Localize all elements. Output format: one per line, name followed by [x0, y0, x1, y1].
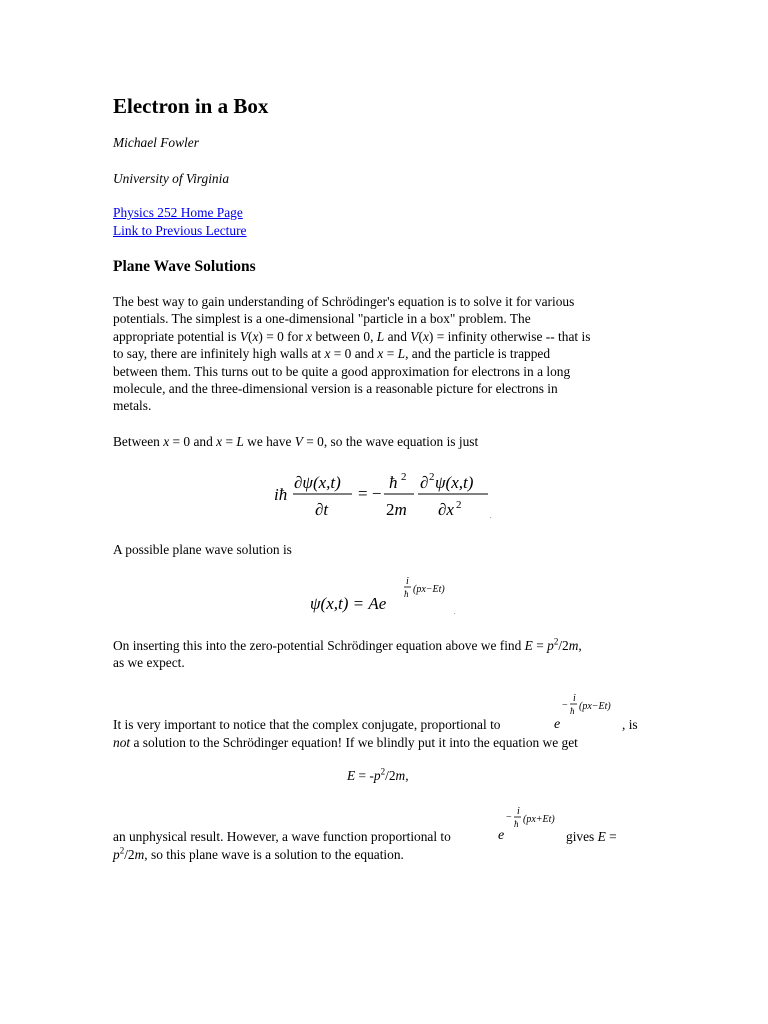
svg-text:2: 2 [456, 499, 462, 511]
svg-text:(px−Et): (px−Et) [413, 584, 445, 595]
svg-text:ħ: ħ [389, 473, 398, 492]
paragraph-plane-wave: A possible plane wave solution is [113, 542, 292, 557]
svg-text:(px+Et): (px+Et) [523, 814, 555, 825]
schrodinger-equation [272, 466, 497, 524]
svg-text:−: − [506, 812, 512, 823]
svg-text:(px−Et): (px−Et) [579, 701, 611, 712]
svg-text:2: 2 [401, 471, 407, 483]
svg-text:ħ: ħ [570, 706, 575, 716]
svg-text:i: i [406, 576, 409, 587]
svg-text:i: i [573, 693, 576, 704]
svg-text:∂t: ∂t [315, 500, 329, 519]
svg-text:ħ: ħ [514, 819, 519, 829]
section-heading: Plane Wave Solutions [113, 258, 256, 275]
paragraph-complex-conjugate: It is very important to notice that the complex conjugate, proportional to [113, 717, 501, 732]
svg-text:−: − [562, 700, 568, 711]
page-title: Electron in a Box [113, 94, 269, 118]
svg-text:e: e [498, 828, 505, 843]
affiliation: University of Virginia [113, 171, 230, 186]
home-page-link[interactable]: Physics 252 Home Page [113, 205, 243, 220]
paragraph-energy-result: On inserting this into the zero-potential Schrödinger equation above we find $E = p^2/2m$, as we expect. [113, 636, 582, 671]
svg-text:.: . [490, 514, 492, 520]
svg-text:.: . [454, 610, 456, 616]
paragraph-intro: The best way to gain understanding of Schrödinger's equation is to solve it for various potentials. The simplest is a one-dimensional "particle in a box" problem. The appropriate potential is V(x) = 0 for x between 0, L and V(x) = infinity otherwise -- that is to say, there are infinitely high walls at x = 0 and x = L, and the particle is trapped between them. This turns out to be quite a good approximation for electrons in a long molecule, and the three-dimensional version is a reasonable picture for electrons in metals. [113, 294, 591, 414]
conjugate-exponential [552, 692, 622, 734]
svg-text:∂x: ∂x [438, 500, 454, 519]
negative-energy-equation: $E = -p^2/2m$, [347, 766, 409, 783]
paragraph-wave-equation: Between x = 0 and x = L we have V = 0, so the wave equation is just [113, 434, 479, 449]
svg-text:∂: ∂ [420, 473, 429, 492]
svg-text:i: i [517, 806, 520, 817]
svg-text:ħ: ħ [404, 589, 409, 599]
svg-text:2m: 2m [386, 500, 407, 519]
svg-text:e: e [554, 717, 561, 732]
svg-text:iħ: iħ [274, 485, 288, 504]
svg-text:= −: = − [358, 484, 382, 503]
svg-text:2: 2 [429, 471, 435, 483]
svg-text:ψ(x,t): ψ(x,t) [435, 473, 474, 492]
svg-text:∂ψ(x,t): ∂ψ(x,t) [294, 473, 341, 492]
previous-lecture-link[interactable]: Link to Previous Lecture [113, 223, 247, 238]
author: Michael Fowler [113, 135, 199, 150]
paragraph-unphysical: an unphysical result. However, a wave function proportional to [113, 829, 451, 844]
plane-wave-equation [308, 574, 458, 618]
svg-text:ψ(x,t) = Ae: ψ(x,t) = Ae [310, 594, 387, 613]
